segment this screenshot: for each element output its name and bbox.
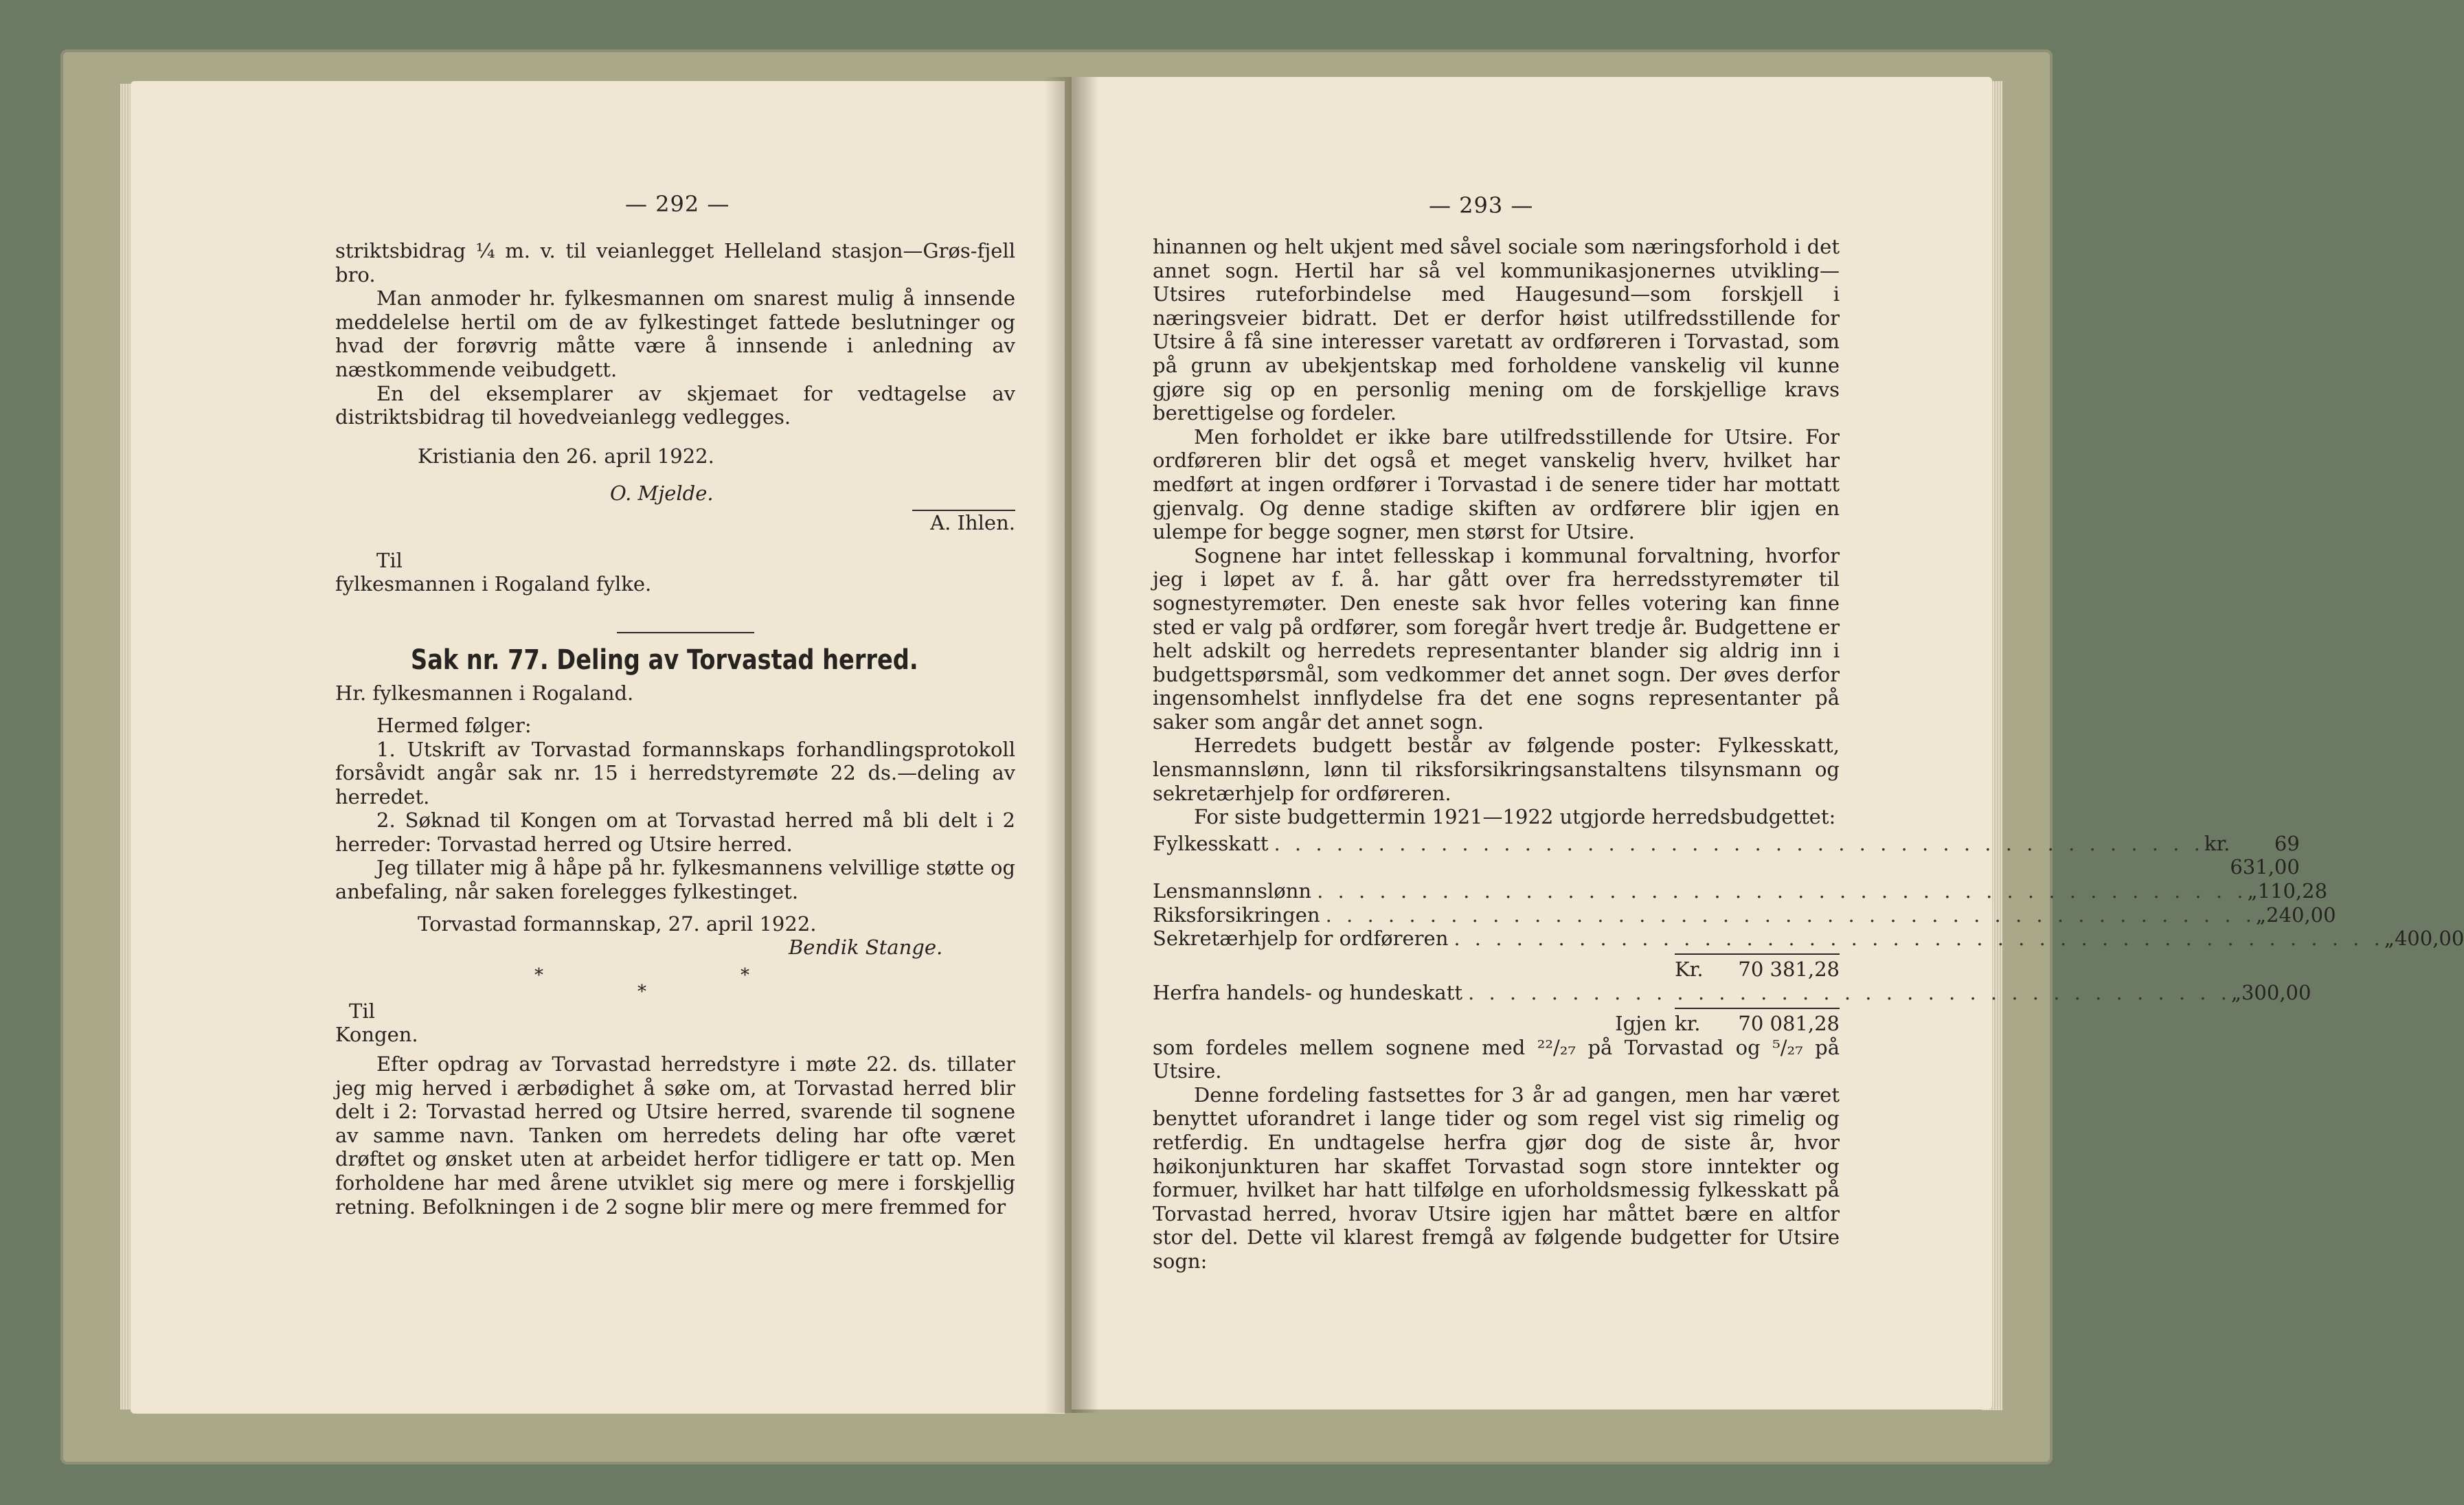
paragraph-4: Herredets budgett består av følgende poster: Fylkesskatt, lensmannslønn, lønn til riksforsikringsanstaltens tilsynsmann og sekretærhjelp for ordføreren. — [1153, 734, 1840, 805]
addressee-fylkesmannen: fylkesmannen i Rogaland fylke. — [335, 572, 652, 596]
salutation: Hr. fylkesmannen i Rogaland. — [335, 681, 634, 705]
ledger-row — [1153, 927, 2464, 951]
paragraph-1: hinannen og helt ukjent med såvel sociale som næringsforhold i det annet sogn. Hertil har så vel kommunikasjonernes utvikling—Utsires ruteforbindelse med Haugesund—som forskjell i næringsveier bidratt. Det er derfor høist utilfredsstillende for Utsire å få sine interesser varetatt av ordføreren i Torvastad, som på grunn av ubekjentskap med forholdene vanskelig vil kunne gjøre sig op en personlig mening om de forskjellige kravs berettigelse og fordeler. — [1153, 235, 1840, 425]
ledger-currency: „ — [2256, 903, 2267, 927]
addressee-to-1: Til — [376, 548, 403, 572]
page-number-293: — 293 — — [1429, 192, 1534, 218]
leader-dots: . . . . . . . . . . . . . . . . . . . . . . . . . . . . . . . . . . . . . — [1468, 981, 2231, 1005]
right-page — [1072, 77, 2464, 1410]
star-middle: * — [637, 981, 646, 1002]
ledger-label: Lensmannslønn — [1153, 879, 1312, 903]
ledger-currency: kr. — [1675, 1012, 1701, 1035]
ledger-label: Sekretærhjelp for ordføreren — [1153, 927, 1449, 951]
ledger-currency: kr. — [2204, 831, 2230, 855]
leader-dots: . . . . . . . . . . . . . . . . . . . . . . . . . . . . . . . . . . . . . . . . . . . . . — [1317, 879, 2248, 903]
enclosure-2: 2. Søknad til Kongen om at Torvastad herred må bli delt i 2 herreder: Torvastad herred og Utsire herred. — [335, 808, 1015, 856]
final-paragraph: Efter opdrag av Torvastad herredstyre i møte 22. ds. tillater jeg mig herved i ærbødighet å søke om, at Torvastad herred blir delt i 2: Torvastad herred og Utsire herred, svarende til sognene av samme navn. Tanken om herredets deling har ofte været drøftet og ønsket uten at arbeidet herfor tidligere er tatt op. Men forholdene har med årene utviklet sig mere og mere i forskjellig retning. Befolkningen i de 2 sogne blir mere og mere fremmed for — [335, 1052, 1015, 1219]
budget-intro: For siste budgettermin 1921—1922 utgjorde herredsbudgettet: — [1194, 805, 1836, 829]
ledger-rule — [1675, 953, 1840, 955]
leader-dots: . . . . . . . . . . . . . . . . . . . . . . . . . . . . . . . . . . . . . . . . . . . . . — [1325, 903, 2257, 927]
signature-stange: Bendik Stange. — [789, 936, 943, 960]
addressee-kongen: Kongen. — [335, 1023, 418, 1047]
section-divider — [617, 632, 754, 633]
ledger-row — [1153, 879, 2328, 903]
ledger-amount: 400,00 — [2394, 927, 2464, 951]
ledger-amount: 70 081,28 — [1738, 1012, 1840, 1035]
paragraph-2: Men forholdet er ikke bare utilfredsstillende for Utsire. For ordføreren blir det også et meget vanskelig hverv, hvilket har medført at ingen ordfører i Torvastad i de senere tider har mottatt gjenvalg. Og denne stadige skiften av ordførere blir igjen en ulempe for begge sogner, men størst for Utsire. — [1153, 425, 1840, 544]
signature-ihlen: A. Ihlen. — [930, 510, 1015, 534]
left-page-text — [335, 239, 1015, 1219]
ledger-label: Fylkesskatt — [1153, 831, 1269, 855]
ledger-amount: 70 381,28 — [1738, 957, 1840, 981]
page-number-292: — 292 — — [625, 191, 730, 217]
intro-line: striktsbidrag ¼ m. v. til veianlegget Helleland stasjon—Grøs-fjell bro. — [335, 239, 1015, 286]
stars-separator — [335, 960, 1015, 1002]
paragraph-6: Denne fordeling fastsettes for 3 år ad gangen, men har været benyttet uforandret i lange tider og som regel vist sig rimelig og retferdig. En undtagelse herfra gjør dog de siste år, hvor høikonjunkturen har skaffet Torvastad sogn store inntekter og formuer, hvilket har hatt tilfølge en uforholdsmessig fylkesskatt på Torvastad herred, hvorav Utsire igjen har måttet bære en altfor stor del. Dette vil klarest fremgå av følgende budgetter for Utsire sogn: — [1153, 1083, 1840, 1273]
paragraph-request: Man anmoder hr. fylkesmannen om snarest mulig å innsende meddelelse hertil om de av fylkestinget fattede beslutninger og hvad der forøvrig måtte være å innsende i anledning av næstkommende veibudgett. — [335, 286, 1015, 381]
paragraph-5: som fordeles mellem sognene med ²²/₂₇ på Torvastad og ⁵/₂₇ på Utsire. — [1153, 1035, 1840, 1083]
ledger-amount: 69 631,00 — [2230, 831, 2300, 879]
signature-mjelde: O. Mjelde. — [610, 482, 714, 506]
ledger-remainder — [1153, 1012, 1840, 1036]
ledger-row — [1153, 903, 2336, 927]
leader-dots: . . . . . . . . . . . . . . . . . . . . . . . . . . . . . . . . . . . . . . . . . . . . . — [1454, 927, 2384, 951]
ledger-row — [1153, 831, 2300, 879]
ledger-label: Riksforsikringen — [1153, 903, 1320, 927]
ledger-label: Igjen — [1615, 1012, 1666, 1035]
ledger-subtotal — [1153, 958, 1840, 982]
leader-dots: . . . . . . . . . . . . . . . . . . . . . . . . . . . . . . . . . . . . . . . . . . . . . — [1274, 831, 2204, 855]
ledger-deduction — [1153, 981, 2312, 1005]
enclosures-intro: Hermed følger: — [376, 713, 532, 737]
book-gutter — [1044, 77, 1099, 1413]
ledger-currency: „ — [2384, 927, 2395, 951]
ledger-currency: Kr. — [1675, 957, 1704, 981]
place-date-kristiania: Kristiania den 26. april 1922. — [418, 444, 714, 468]
paragraph-3: Sognene har intet fellesskap i kommunal forvaltning, hvorfor jeg i løpet av f. å. har gått over fra herredsstyremøter til sognestyremøter. Den eneste sak hvor felles votering kan finne sted er valg på ordfører, som foregår hvert tredje år. Budgettene er helt adskilt og herredets representanter blander sig aldrig inn i budgettspørsmål, som vedkommer det annet sogn. Der øves derfor ingensomhelst innflydelse fra det ene sogns representanter på saker som angår det annet sogn. — [1153, 543, 1840, 734]
right-page-text — [1153, 235, 2464, 1274]
ledger-amount: 300,00 — [2241, 981, 2312, 1005]
ledger-rule — [1675, 1008, 1840, 1009]
addressee-to-2: Til — [349, 999, 375, 1023]
budget-ledger — [1153, 831, 2464, 1036]
ledger-currency: „ — [2247, 879, 2258, 903]
ledger-amount: 240,00 — [2266, 903, 2336, 927]
place-date-torvastad: Torvastad formannskap, 27. april 1922. — [418, 912, 817, 936]
left-page — [131, 81, 1065, 1414]
support-request: Jeg tillater mig å håpe på hr. fylkesmannens velvillige støtte og anbefaling, når saken forelegges fylkestinget. — [335, 856, 1015, 904]
star-left: * — [534, 964, 543, 986]
ledger-label: Herfra handels- og hundeskatt — [1153, 981, 1463, 1005]
section-heading: Sak nr. 77. Deling av Torvastad herred. — [411, 644, 918, 676]
enclosure-1: 1. Utskrift av Torvastad formannskaps forhandlingsprotokoll forsåvidt angår sak nr. 15 i herredstyremøte 22 ds.—deling av herredet. — [335, 737, 1015, 808]
ledger-amount: 110,28 — [2257, 879, 2328, 903]
ledger-currency: „ — [2230, 981, 2241, 1005]
paragraph-forms: En del eksemplarer av skjemaet for vedtagelse av distriktsbidrag til hovedveianlegg vedlegges. — [335, 381, 1015, 429]
star-right: * — [741, 964, 749, 986]
